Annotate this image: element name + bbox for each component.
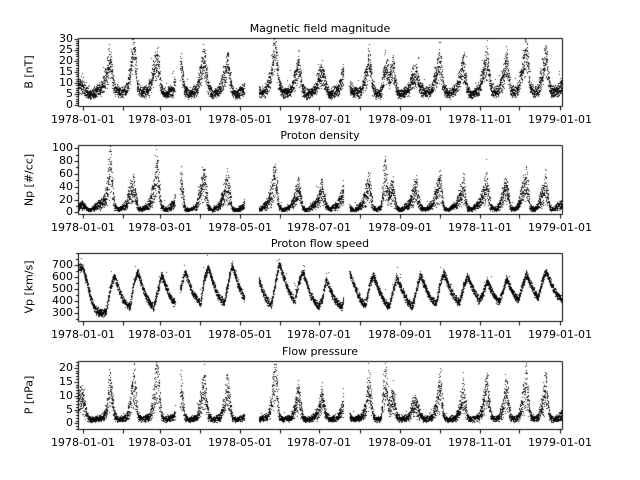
x-tick-label: 1978-07-01 bbox=[287, 436, 351, 449]
x-tick-label: 1978-11-01 bbox=[448, 113, 512, 126]
x-tick-label: 1979-01-01 bbox=[528, 113, 592, 126]
y-axis-label-p: P [nPa] bbox=[22, 375, 36, 415]
y-tick-label: 15 bbox=[59, 375, 73, 388]
y-tick-label: 400 bbox=[52, 294, 73, 307]
x-tick-label: 1978-09-01 bbox=[368, 113, 432, 126]
y-axis-label-b: B [nT] bbox=[22, 55, 36, 89]
x-tick-label: 1978-03-01 bbox=[128, 436, 192, 449]
x-tick-label: 1979-01-01 bbox=[528, 221, 592, 234]
panel-title-magnetic-field: Magnetic field magnitude bbox=[249, 22, 391, 35]
y-axis-label-np: Np [#/cc] bbox=[22, 153, 36, 206]
x-tick-label: 1979-01-01 bbox=[528, 328, 592, 341]
y-tick-label: 100 bbox=[52, 141, 73, 154]
y-axis-label-vp: Vp [km/s] bbox=[22, 260, 36, 314]
x-tick-label: 1978-07-01 bbox=[287, 328, 351, 341]
panel-title-flow-pressure: Flow pressure bbox=[281, 345, 359, 358]
x-tick-label: 1978-01-01 bbox=[51, 113, 115, 126]
y-tick-label: 0 bbox=[66, 98, 73, 111]
x-tick-label: 1978-03-01 bbox=[128, 221, 192, 234]
y-tick-label: 20 bbox=[59, 361, 73, 374]
y-tick-label: 0 bbox=[66, 205, 73, 218]
y-tick-label: 5 bbox=[66, 403, 73, 416]
x-tick-label: 1978-09-01 bbox=[368, 328, 432, 341]
x-tick-label: 1978-07-01 bbox=[287, 221, 351, 234]
y-tick-label: 15 bbox=[59, 65, 73, 78]
y-tick-label: 500 bbox=[52, 282, 73, 295]
x-tick-label: 1978-05-01 bbox=[208, 113, 272, 126]
x-tick-label: 1978-07-01 bbox=[287, 113, 351, 126]
x-tick-label: 1978-01-01 bbox=[51, 436, 115, 449]
x-tick-label: 1978-03-01 bbox=[128, 113, 192, 126]
y-tick-label: 10 bbox=[59, 76, 73, 89]
y-tick-label: 300 bbox=[52, 306, 73, 319]
x-tick-label: 1979-01-01 bbox=[528, 436, 592, 449]
x-tick-label: 1978-05-01 bbox=[208, 328, 272, 341]
y-tick-label: 10 bbox=[59, 389, 73, 402]
y-tick-label: 5 bbox=[66, 87, 73, 100]
panel-title-proton-flow-speed: Proton flow speed bbox=[270, 237, 370, 250]
x-tick-label: 1978-05-01 bbox=[208, 436, 272, 449]
y-tick-label: 600 bbox=[52, 270, 73, 283]
y-tick-label: 20 bbox=[59, 193, 73, 206]
panel-title-proton-density: Proton density bbox=[280, 129, 360, 142]
x-tick-label: 1978-05-01 bbox=[208, 221, 272, 234]
x-tick-label: 1978-11-01 bbox=[448, 328, 512, 341]
y-tick-label: 700 bbox=[52, 258, 73, 271]
y-tick-label: 0 bbox=[66, 416, 73, 429]
x-tick-label: 1978-11-01 bbox=[448, 221, 512, 234]
x-tick-label: 1978-09-01 bbox=[368, 436, 432, 449]
x-tick-label: 1978-01-01 bbox=[51, 221, 115, 234]
y-tick-label: 20 bbox=[59, 54, 73, 67]
y-tick-label: 80 bbox=[59, 154, 73, 167]
y-tick-label: 25 bbox=[59, 43, 73, 56]
x-tick-label: 1978-09-01 bbox=[368, 221, 432, 234]
y-tick-label: 60 bbox=[59, 167, 73, 180]
y-tick-label: 40 bbox=[59, 180, 73, 193]
y-tick-label: 30 bbox=[59, 32, 73, 45]
x-tick-label: 1978-01-01 bbox=[51, 328, 115, 341]
x-tick-label: 1978-11-01 bbox=[448, 436, 512, 449]
x-tick-label: 1978-03-01 bbox=[128, 328, 192, 341]
